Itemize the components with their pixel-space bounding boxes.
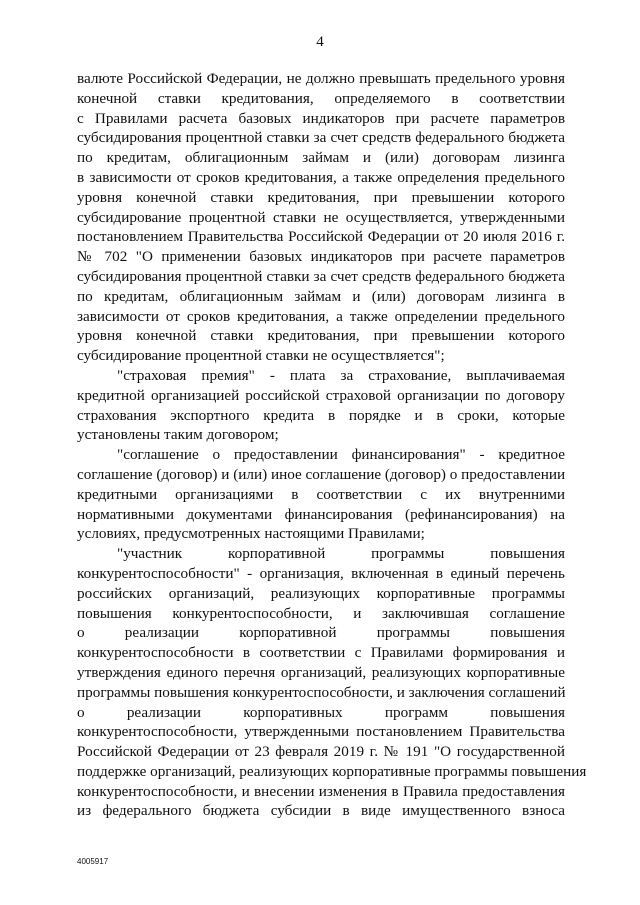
text-line: субсидирования процентной ставки за счет средств федерального бюджета: [77, 129, 565, 147]
text-line: программы повышения конкурентоспособности, и заключения соглашений: [77, 683, 566, 701]
text-line: субсидирование процентной ставки не осуществляется, утвержденными: [77, 208, 565, 226]
paragraph: [77, 445, 565, 544]
text-line: уровня конечной ставки кредитования, при превышении которого: [77, 188, 565, 206]
text-line: "участник корпоративной программы повышения: [117, 545, 565, 563]
text-line: постановлением Правительства Российской Федерации от 20 июля 2016 г.: [77, 228, 565, 246]
text-line: конкурентоспособности, утвержденными постановлением Правительства: [77, 723, 565, 741]
text-line: № 702 "О применении базовых индикаторов при расчете параметров: [77, 248, 565, 266]
text-line: повышения конкурентоспособности, и заключившая соглашение: [77, 604, 565, 622]
text-line: зависимости от сроков кредитования, а также определении предельного: [77, 307, 565, 325]
text-line: кредитной организацией российской страховой организации по договору: [77, 386, 565, 404]
text-line: о реализации корпоративной программы повышения: [77, 624, 565, 642]
text-line: из федерального бюджета субсидии в виде имущественного взноса: [77, 802, 565, 820]
text-line: по кредитам, облигационным займам и (или) договорам лизинга в: [77, 287, 565, 305]
text-line: кредитными организациями в соответствии с их внутренними: [77, 485, 565, 503]
text-line: конкурентоспособности" - организация, включенная в единый перечень: [77, 564, 565, 582]
text-line: установлены таким договором;: [77, 426, 279, 444]
text-line: Российской Федерации от 23 февраля 2019 г. № 191 "О государственной: [77, 743, 565, 761]
text-line: соглашение (договор) и (или) иное соглашение (договор) о предоставлении: [77, 465, 566, 483]
page-number: 4: [316, 34, 324, 50]
text-line: уровня конечной ставки кредитования, при превышении которого: [77, 327, 565, 345]
text-line: "страховая премия" - плата за страхование, выплачиваемая: [117, 366, 565, 384]
text-line: конечной ставки кредитования, определяемого в соответствии: [77, 89, 565, 107]
text-line: нормативными документами финансирования (рефинансирования) на: [77, 505, 565, 523]
document-code: 4005917: [77, 857, 109, 866]
text-line: с Правилами расчета базовых индикаторов при расчете параметров: [77, 109, 565, 127]
text-line: условиях, предусмотренных настоящими Правилами;: [77, 525, 425, 543]
text-line: поддержке организаций, реализующих корпоративные программы повышения: [77, 762, 587, 780]
text-line: валюте Российской Федерации, не должно превышать предельного уровня: [77, 70, 565, 87]
text-line: утверждения единого перечня организаций, реализующих корпоративные: [77, 663, 565, 681]
text-line: субсидирования процентной ставки за счет средств федерального бюджета: [77, 267, 565, 285]
text-line: страхования экспортного кредита в порядке и в сроки, которые: [77, 406, 565, 424]
paragraph: [77, 544, 587, 821]
text-line: российских организаций, реализующих корпоративные программы: [77, 584, 565, 602]
text-line: конкурентоспособности в соответствии с Правилами формирования и: [77, 644, 565, 662]
text-line: субсидирование процентной ставки не осуществляется";: [77, 347, 445, 365]
text-line: конкурентоспособности, и внесении изменения в Правила предоставления: [77, 782, 565, 800]
paragraph: [77, 69, 565, 366]
text-line: в зависимости от сроков кредитования, а также определения предельного: [77, 168, 565, 186]
document-body: [77, 69, 587, 821]
text-line: о реализации корпоративных программ повышения: [77, 703, 565, 721]
text-line: по кредитам, облигационным займам и (или) договорам лизинга: [77, 149, 565, 167]
text-line: "соглашение о предоставлении финансирования" - кредитное: [117, 446, 565, 464]
paragraph: [77, 366, 565, 445]
